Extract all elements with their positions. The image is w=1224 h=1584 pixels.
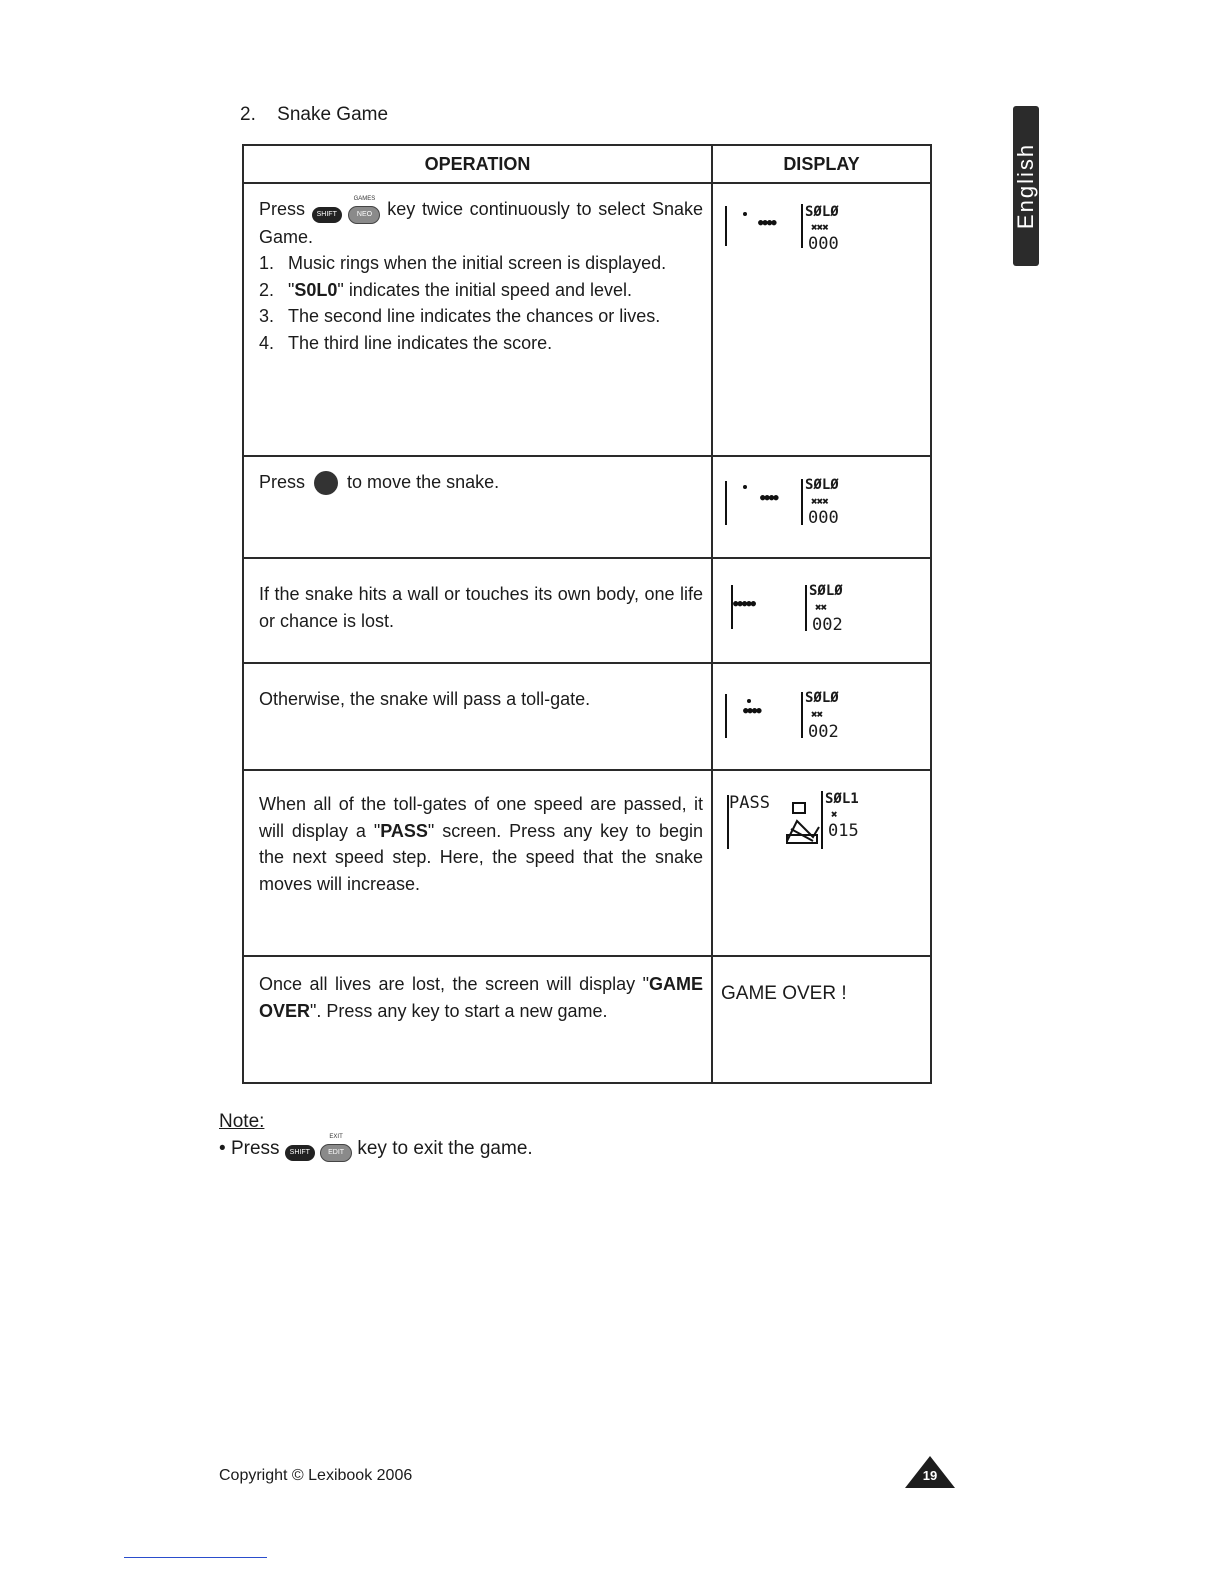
pass-readout: PASS bbox=[729, 793, 770, 813]
lcd-screen bbox=[713, 569, 913, 639]
operation-header: OPERATION bbox=[243, 145, 712, 183]
level-readout: SØLØ bbox=[805, 204, 839, 220]
note-text: key to exit the game. bbox=[357, 1138, 533, 1159]
text-part: " screen. Press any key to begin the next speed step. Here, the speed that the snake moves will increase. bbox=[259, 820, 703, 894]
score-readout: 000 bbox=[808, 234, 839, 254]
instruction-text bbox=[259, 971, 703, 1024]
note-line bbox=[219, 1135, 533, 1162]
note-label: Note: bbox=[219, 1111, 265, 1132]
bold-term: S0L0 bbox=[294, 279, 338, 300]
list-number: 2. bbox=[259, 279, 275, 300]
lcd-wall bbox=[725, 481, 727, 525]
lcd-wall bbox=[725, 206, 727, 246]
list-text: Music rings when the initial screen is displayed. bbox=[288, 253, 667, 274]
edit-key-icon bbox=[320, 1135, 352, 1162]
exit-key-caption: EXIT bbox=[329, 1134, 343, 1141]
list-number: 1. bbox=[259, 253, 275, 274]
note-block bbox=[219, 1108, 533, 1162]
snake-food bbox=[747, 699, 751, 703]
list-text: The second line indicates the chances or lives. bbox=[288, 306, 661, 327]
list-item bbox=[259, 303, 703, 330]
display-cell bbox=[712, 770, 931, 956]
lcd-separator bbox=[821, 791, 823, 849]
table-header-row bbox=[243, 145, 931, 183]
bottom-rule bbox=[124, 1557, 267, 1558]
lives-readout: ✖ bbox=[831, 808, 837, 821]
table-row bbox=[243, 456, 931, 558]
bullet: • bbox=[219, 1138, 226, 1159]
bold-term: GAME OVER bbox=[259, 974, 703, 1021]
display-cell bbox=[712, 663, 931, 770]
instruction-line bbox=[259, 196, 703, 250]
lcd-screen bbox=[713, 467, 913, 537]
language-tab-label: English bbox=[1013, 142, 1038, 230]
shift-key-label: SHIFT bbox=[285, 1145, 315, 1161]
display-cell bbox=[712, 956, 931, 1083]
lcd-screen bbox=[713, 674, 913, 744]
instruction-text: to move the snake. bbox=[347, 472, 500, 492]
lcd-screen bbox=[713, 781, 913, 851]
level-readout: SØL1 bbox=[825, 791, 859, 807]
snake-food bbox=[743, 212, 747, 216]
score-readout: 002 bbox=[812, 615, 843, 635]
shift-key-icon bbox=[285, 1135, 315, 1162]
list-item bbox=[259, 330, 703, 357]
section-title bbox=[240, 104, 388, 126]
display-cell bbox=[712, 558, 931, 663]
table-row bbox=[243, 663, 931, 770]
direction-pad-icon bbox=[314, 471, 338, 495]
lives-readout: ✖✖ bbox=[815, 601, 827, 614]
table-row bbox=[243, 770, 931, 956]
snake-body: ●●●● bbox=[743, 706, 761, 716]
list-number: 4. bbox=[259, 332, 275, 353]
lcd-separator bbox=[801, 204, 803, 248]
operation-cell bbox=[243, 558, 712, 663]
snake-body: ●●●● bbox=[760, 493, 778, 503]
instruction-line bbox=[259, 469, 703, 496]
display-header: DISPLAY bbox=[712, 145, 931, 183]
lcd-screen bbox=[713, 194, 913, 264]
text-part: ". Press any key to start a new game. bbox=[310, 1000, 608, 1021]
list-number: 3. bbox=[259, 306, 275, 327]
quote: " bbox=[288, 279, 295, 300]
press-text: Press bbox=[230, 1138, 280, 1159]
operation-cell bbox=[243, 770, 712, 956]
display-cell bbox=[712, 456, 931, 558]
level-readout: SØLØ bbox=[805, 690, 839, 706]
snake-body: ●●●●● bbox=[733, 599, 756, 609]
lives-readout: ✖✖ bbox=[811, 708, 823, 721]
section-title-text: Snake Game bbox=[277, 104, 389, 125]
shift-key-icon bbox=[312, 197, 342, 224]
page-number: 19 bbox=[922, 1468, 938, 1483]
table-row bbox=[243, 183, 931, 456]
score-readout: 000 bbox=[808, 508, 839, 528]
game-over-readout: GAME OVER ! bbox=[721, 983, 847, 1004]
neo-key-label: NEO bbox=[348, 206, 380, 224]
table-row bbox=[243, 558, 931, 663]
text-part: Once all lives are lost, the screen will display " bbox=[259, 974, 649, 994]
language-tab bbox=[1013, 106, 1039, 266]
lives-readout: ✖✖✖ bbox=[811, 221, 828, 234]
list-text: The third line indicates the score. bbox=[288, 332, 553, 353]
instruction-list bbox=[259, 250, 703, 356]
operation-table bbox=[242, 144, 932, 1084]
snake-body: ●●●● bbox=[758, 218, 776, 228]
games-key-icon bbox=[348, 197, 380, 224]
lcd-separator bbox=[801, 479, 803, 525]
table-row bbox=[243, 956, 931, 1083]
page-number-badge bbox=[905, 1456, 955, 1488]
lcd-wall bbox=[725, 694, 727, 738]
lcd-separator bbox=[801, 692, 803, 738]
level-readout: SØLØ bbox=[809, 583, 843, 599]
instruction-text: key twice continuously to select Snake Game. bbox=[259, 199, 703, 247]
press-text: Press bbox=[259, 199, 306, 219]
list-text: " indicates the initial speed and level. bbox=[337, 279, 632, 300]
edit-key-label: EDIT bbox=[320, 1144, 352, 1162]
lives-readout: ✖✖✖ bbox=[811, 495, 828, 508]
list-item bbox=[259, 250, 703, 277]
operation-cell bbox=[243, 456, 712, 558]
press-text: Press bbox=[259, 472, 306, 492]
games-key-caption: GAMES bbox=[353, 195, 376, 202]
display-cell bbox=[712, 183, 931, 456]
snake-food bbox=[743, 485, 747, 489]
score-readout: 015 bbox=[828, 821, 859, 841]
bold-term: PASS bbox=[380, 820, 428, 841]
snake-mascot-icon bbox=[783, 801, 823, 845]
operation-cell bbox=[243, 183, 712, 456]
copyright: Copyright © Lexibook 2006 bbox=[219, 1467, 413, 1484]
shift-key-label: SHIFT bbox=[312, 207, 342, 223]
section-number: 2. bbox=[240, 104, 256, 125]
instruction-text: Otherwise, the snake will pass a toll-gate. bbox=[259, 689, 591, 709]
text-part: When all of the toll-gates of one speed are passed, it will display a " bbox=[259, 794, 703, 841]
level-readout: SØLØ bbox=[805, 477, 839, 493]
instruction-text: If the snake hits a wall or touches its own body, one life or chance is lost. bbox=[259, 584, 703, 631]
list-item bbox=[259, 277, 703, 304]
lcd-separator bbox=[805, 585, 807, 631]
operation-cell bbox=[243, 663, 712, 770]
score-readout: 002 bbox=[808, 722, 839, 742]
instruction-text bbox=[259, 791, 703, 897]
operation-cell bbox=[243, 956, 712, 1083]
